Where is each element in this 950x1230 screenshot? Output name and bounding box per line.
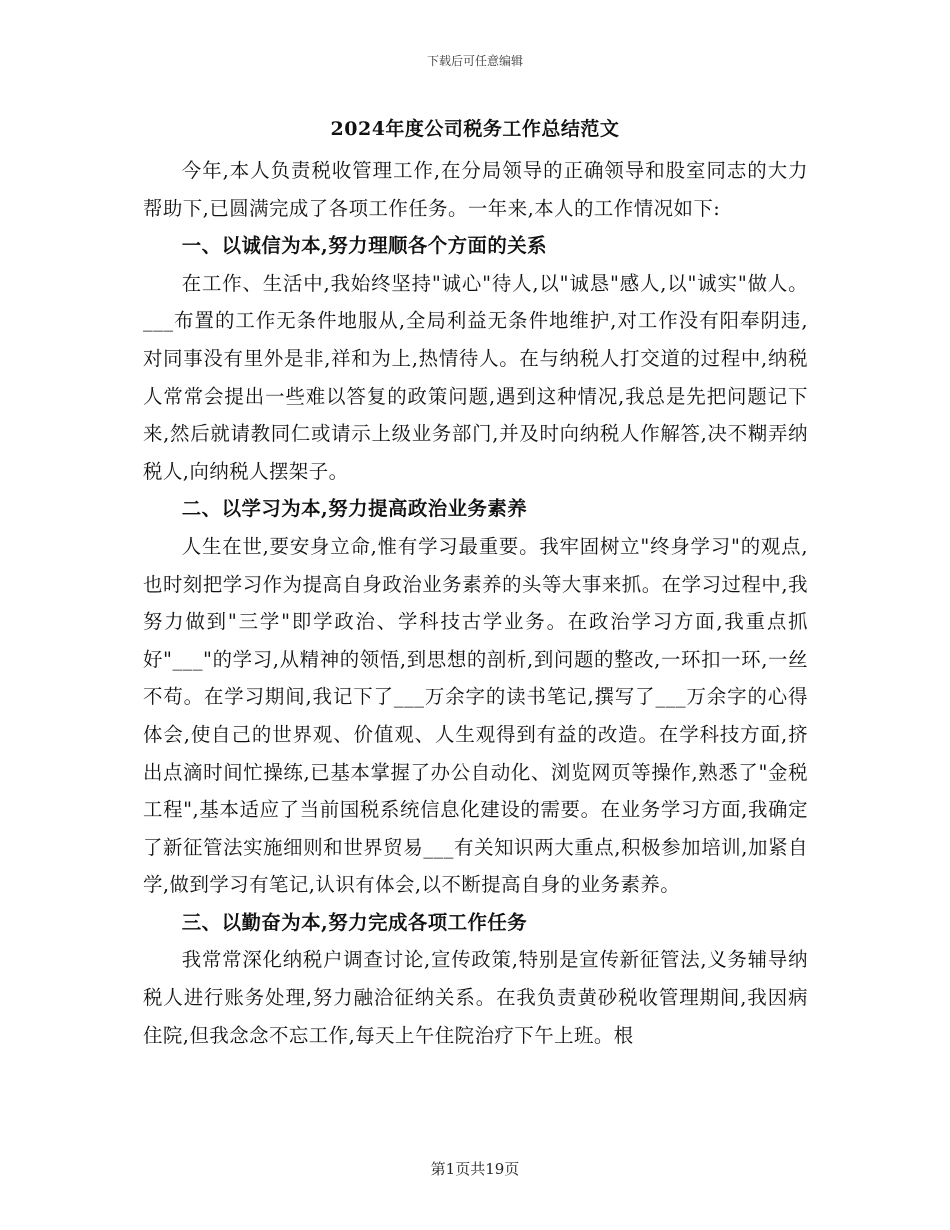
section-heading-3: 三、以勤奋为本,努力完成各项工作任务 <box>181 910 528 934</box>
section-heading-2: 二、以学习为本,努力提高政治业务素养 <box>181 497 528 521</box>
section-2-paragraph: 人生在世,要安身立命,惟有学习最重要。我牢固树立"终身学习"的观点,也时刻把学习作为提高自身政治业务素养的头等大事来抓。在学习过程中,我努力做到"三学"即学政治、学科技古学业务。在政治学习方面,我重点抓好"___"的学习,从精神的领悟,到思想的剖析,到问题的整改,一环扣一环,一丝不苟。在学习期间,我记下了___万余字的读书笔记,撰写了___万余字的心得体会,使自己的世界观、价值观、人生观得到有益的改造。在学科技方面,挤出点滴时间忙操练,已基本掌握了办公自动化、浏览网页等操作,熟悉了"金税工程",基本适应了当前国税系统信息化建设的需要。在业务学习方面,我确定了新征管法实施细则和世界贸易___有关知识两大重点,积极参加培训,加紧自学,做到学习有笔记,认识有体会,以不断提高自身的业务素养。 <box>143 534 808 897</box>
document-body <box>143 152 808 1054</box>
document-title: 2024年度公司税务工作总结范文 <box>330 118 620 140</box>
page-footer: 第1页共19页 <box>430 1160 520 1178</box>
section-1-paragraph: 在工作、生活中,我始终坚持"诚心"待人,以"诚恳"感人,以"诚实"做人。___布置的工作无条件地服从,全局利益无条件地维护,对工作没有阳奉阴违,对同事没有里外是非,祥和为上,热情待人。在与纳税人打交道的过程中,纳税人常常会提出一些难以答复的政策问题,遇到这种情况,我总是先把问题记下来,然后就请教同仁或请示上级业务部门,并及时向纳税人作解答,决不糊弄纳税人,向纳税人摆架子。 <box>143 271 808 483</box>
section-heading-1: 一、以诚信为本,努力理顺各个方面的关系 <box>181 234 548 258</box>
page-header: 下载后可任意编辑 <box>426 54 523 68</box>
section-3-paragraph: 我常常深化纳税户调查讨论,宣传政策,特别是宣传新征管法,义务辅导纳税人进行账务处理,努力融洽征纳关系。在我负责黄砂税收管理期间,我因病住院,但我念念不忘工作,每天上午住院治疗下午上班。根 <box>143 948 808 1047</box>
intro-paragraph: 今年,本人负责税收管理工作,在分局领导的正确领导和股室同志的大力帮助下,已圆满完成了各项工作任务。一年来,本人的工作情况如下: <box>143 159 808 220</box>
